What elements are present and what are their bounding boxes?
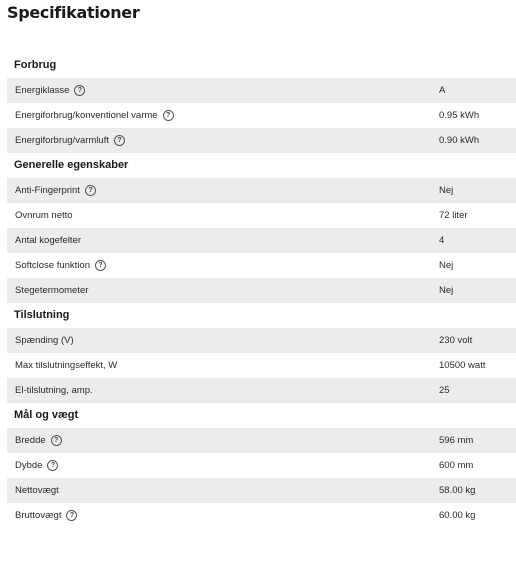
spec-label-cell	[7, 235, 439, 246]
help-icon[interactable]: ?	[51, 435, 62, 446]
section-heading: Generelle egenskaber	[14, 159, 129, 171]
spec-label: Antal kogefelter	[15, 235, 82, 246]
spec-section-maal-og-vaegt	[7, 403, 516, 528]
spec-row-dybde	[7, 453, 516, 478]
spec-value: 0.90 kWh	[439, 135, 480, 146]
spec-value: 230 volt	[439, 335, 473, 346]
spec-label: Energiforbrug/varmluft	[15, 135, 109, 146]
spec-row-bredde	[7, 428, 516, 453]
help-icon[interactable]: ?	[85, 185, 96, 196]
spec-row-el-tilslutning-amp	[7, 378, 516, 403]
section-heading: Tilslutning	[14, 309, 70, 321]
spec-label: Energiklasse	[15, 85, 70, 96]
spec-label: Anti-Fingerprint	[15, 185, 80, 196]
spec-value: 0.95 kWh	[439, 110, 480, 121]
spec-value: 600 mm	[439, 460, 474, 471]
spec-value: 58.00 kg	[439, 485, 476, 496]
spec-label-cell	[7, 485, 439, 496]
spec-value: 596 mm	[439, 435, 474, 446]
spec-value: 4	[439, 235, 445, 246]
spec-value: Nej	[439, 185, 454, 196]
spec-label: Nettovægt	[15, 485, 59, 496]
spec-label: Energiforbrug/konventionel varme	[15, 110, 158, 121]
spec-label: Stegetermometer	[15, 285, 89, 296]
spec-row-stegetermometer	[7, 278, 516, 303]
spec-row-energiklasse	[7, 78, 516, 103]
spec-label: Spænding (V)	[15, 335, 74, 346]
spec-row-spaending-v	[7, 328, 516, 353]
spec-label-cell	[7, 285, 439, 296]
spec-label-cell	[7, 185, 439, 196]
spec-value: Nej	[439, 260, 454, 271]
spec-row-bruttovaegt	[7, 503, 516, 528]
spec-section-forbrug	[7, 53, 516, 153]
spec-row-antal-kogefelter	[7, 228, 516, 253]
spec-label-cell	[7, 260, 439, 271]
spec-label: Dybde	[15, 460, 43, 471]
spec-label-cell	[7, 85, 439, 96]
spec-label: Softclose funktion	[15, 260, 90, 271]
help-icon[interactable]: ?	[47, 460, 58, 471]
spec-value: Nej	[439, 285, 454, 296]
specifications-table	[7, 53, 516, 528]
section-heading: Mål og vægt	[14, 409, 79, 421]
spec-label-cell	[7, 210, 439, 221]
spec-label: Bredde	[15, 435, 46, 446]
help-icon[interactable]: ?	[114, 135, 125, 146]
spec-label-cell	[7, 335, 439, 346]
spec-label-cell	[7, 460, 439, 471]
spec-section-generelle-egenskaber	[7, 153, 516, 303]
spec-row-energiforbrug-varmluft	[7, 128, 516, 153]
spec-row-ovnrum-netto	[7, 203, 516, 228]
spec-label: El-tilslutning, amp.	[15, 385, 93, 396]
spec-value: 10500 watt	[439, 360, 486, 371]
spec-label: Max tilslutningseffekt, W	[15, 360, 118, 371]
spec-label-cell	[7, 435, 439, 446]
spec-value: 25	[439, 385, 450, 396]
spec-label-cell	[7, 110, 439, 121]
spec-row-nettovaegt	[7, 478, 516, 503]
spec-row-max-tilslutningseffekt-w	[7, 353, 516, 378]
help-icon[interactable]: ?	[163, 110, 174, 121]
spec-label-cell	[7, 360, 439, 371]
spec-label-cell	[7, 385, 439, 396]
help-icon[interactable]: ?	[95, 260, 106, 271]
spec-value: 72 liter	[439, 210, 468, 221]
spec-value: 60.00 kg	[439, 510, 476, 521]
spec-label: Bruttovægt	[15, 510, 62, 521]
spec-label-cell	[7, 135, 439, 146]
spec-row-energiforbrug-konventionel-varme	[7, 103, 516, 128]
page-title: Specifikationer	[7, 3, 140, 22]
spec-value: A	[439, 85, 446, 96]
section-heading: Forbrug	[14, 59, 57, 71]
help-icon[interactable]: ?	[74, 85, 85, 96]
spec-row-anti-fingerprint	[7, 178, 516, 203]
spec-row-softclose-funktion	[7, 253, 516, 278]
help-icon[interactable]: ?	[66, 510, 77, 521]
spec-label-cell	[7, 510, 439, 521]
spec-label: Ovnrum netto	[15, 210, 73, 221]
spec-section-tilslutning	[7, 303, 516, 403]
